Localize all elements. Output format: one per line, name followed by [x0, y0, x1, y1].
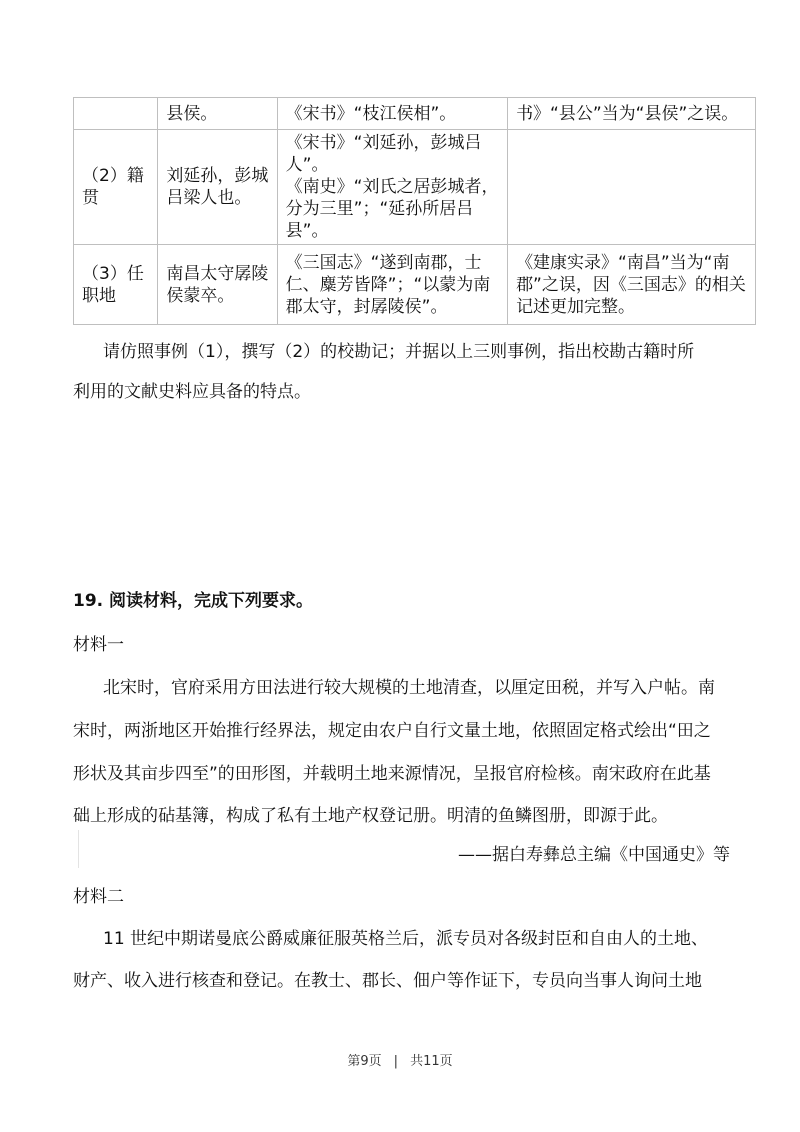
- material-1-line: 宋时，两浙地区开始推行经界法，规定由农户自行文量土地，依照固定格式绘出“田之: [73, 721, 711, 741]
- page-footer: [0, 1050, 800, 1069]
- margin-rule: [78, 830, 79, 868]
- source-line: 《三国志》“遂到南郡，士仁、麋芳皆降”；“以蒙为南郡太守，封孱陵侯”。: [285, 252, 491, 317]
- material-1-heading: 材料一: [73, 635, 124, 655]
- page-number: 第9页: [347, 1054, 382, 1069]
- collation-table: [73, 97, 756, 325]
- question-title: 19. 阅读材料，完成下列要求。: [73, 591, 314, 611]
- row-label: [74, 98, 158, 130]
- row-sources: [277, 98, 507, 130]
- source-line: 《宋书》“刘延孙，彭城吕人”。: [285, 133, 482, 175]
- page-total: 共11页: [410, 1054, 453, 1069]
- source-line: 《南史》“刘氏之居彭城者，分为三里”；“延孙所居吕县”。: [285, 177, 499, 241]
- row-label: （3）任职地: [74, 245, 158, 325]
- row-label: （2）籍贯: [74, 130, 158, 245]
- material-1-line: 形状及其亩步四至”的田形图，并载明土地来源情况，呈报官府检核。南宋政府在此基: [73, 764, 711, 784]
- row-sources: [277, 130, 507, 245]
- instruction-line-2: 利用的文献史料应具备的特点。: [73, 382, 311, 402]
- table-row: [74, 98, 756, 130]
- source-line: 《宋书》“枝江侯相”。: [285, 103, 457, 124]
- row-note: 《建康实录》“南昌”当为“南郡”之误，因《三国志》的相关记述更加完整。: [508, 245, 756, 325]
- material-2-line: 11 世纪中期诺曼底公爵威廉征服英格兰后，派专员对各级封臣和自由人的土地、: [103, 929, 709, 949]
- material-2-heading: 材料二: [73, 887, 124, 907]
- footer-separator: |: [393, 1054, 399, 1069]
- row-item: 县侯。: [158, 98, 277, 130]
- table-row: [74, 245, 756, 325]
- material-2-line: 财产、收入进行核查和登记。在教士、郡长、佃户等作证下，专员向当事人询问土地: [73, 971, 702, 991]
- row-note: 书》“县公”当为“县侯”之误。: [508, 98, 756, 130]
- row-item: 刘延孙，彭城吕梁人也。: [158, 130, 277, 245]
- material-1-line: 北宋时，官府采用方田法进行较大规模的土地清查，以厘定田税，并写入户帖。南: [103, 678, 715, 698]
- table-row: [74, 130, 756, 245]
- row-sources: [277, 245, 507, 325]
- material-1-line: 础上形成的砧基簿，构成了私有土地产权登记册。明清的鱼鳞图册，即源于此。: [73, 806, 668, 826]
- material-1-source: ——据白寿彝总主编《中国通史》等: [458, 845, 730, 865]
- instruction-line-1: 请仿照事例（1），撰写（2）的校勘记；并据以上三则事例，指出校勘古籍时所: [103, 342, 695, 362]
- row-note: [508, 130, 756, 245]
- row-item: 南昌太守孱陵侯蒙卒。: [158, 245, 277, 325]
